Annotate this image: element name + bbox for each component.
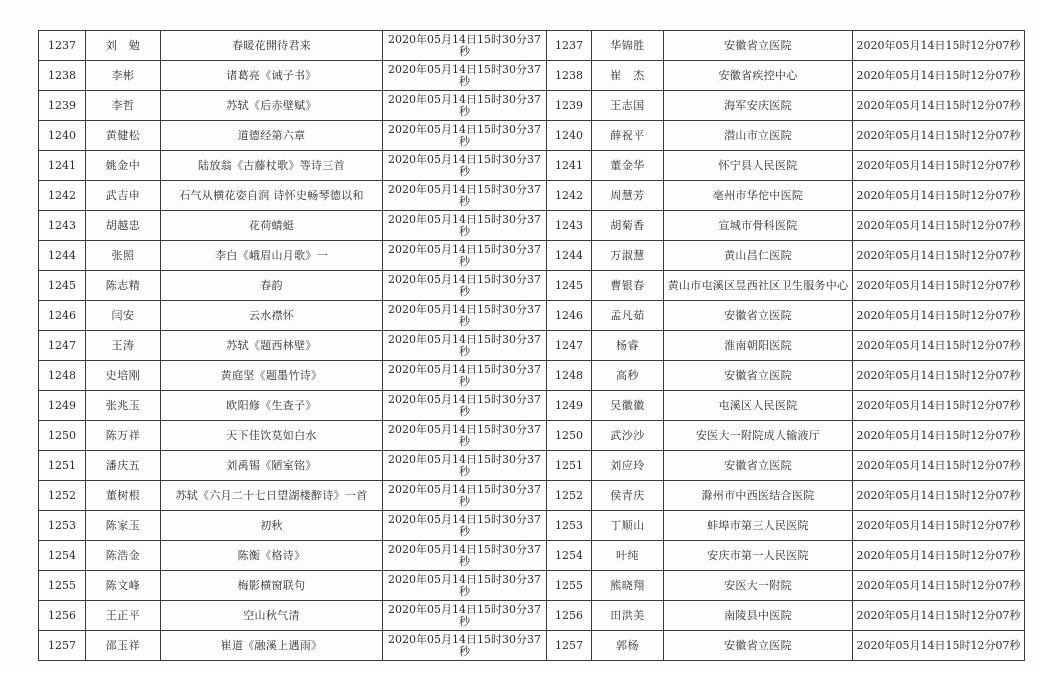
table-row [39, 481, 1025, 511]
table-row [39, 511, 1025, 541]
submission-time: 2020年05月14日15时30分37秒 [383, 271, 547, 301]
entry-number: 1238 [547, 61, 592, 91]
table-row [39, 241, 1025, 271]
submission-time: 2020年05月14日15时30分37秒 [383, 121, 547, 151]
entry-number: 1237 [39, 31, 86, 61]
participant-name: 万淑慧 [592, 241, 664, 271]
entry-number: 1250 [39, 421, 86, 451]
table-row [39, 31, 1025, 61]
submission-time: 2020年05月14日15时12分07秒 [853, 511, 1025, 541]
organization: 滁州市中西医结合医院 [664, 481, 853, 511]
submission-time: 2020年05月14日15时12分07秒 [853, 241, 1025, 271]
submission-time: 2020年05月14日15时12分07秒 [853, 271, 1025, 301]
organization: 蚌埠市第三人民医院 [664, 511, 853, 541]
entry-number: 1256 [39, 601, 86, 631]
entry-number: 1257 [39, 631, 86, 661]
entry-number: 1251 [39, 451, 86, 481]
table-row [39, 181, 1025, 211]
entry-number: 1243 [39, 211, 86, 241]
submission-time: 2020年05月14日15时30分37秒 [383, 241, 547, 271]
submission-time: 2020年05月14日15时30分37秒 [383, 91, 547, 121]
participant-name: 周慧芳 [592, 181, 664, 211]
table-row [39, 301, 1025, 331]
submission-time: 2020年05月14日15时30分37秒 [383, 211, 547, 241]
participant-name: 董树根 [86, 481, 161, 511]
participant-name: 华锦胜 [592, 31, 664, 61]
organization: 亳州市华佗中医院 [664, 181, 853, 211]
table-row [39, 331, 1025, 361]
work-title: 空山秋气清 [161, 601, 383, 631]
entry-number: 1245 [39, 271, 86, 301]
organization: 黄山市屯溪区昱西社区卫生服务中心 [664, 271, 853, 301]
organization: 南陵县中医院 [664, 601, 853, 631]
entry-number: 1248 [547, 361, 592, 391]
submission-time: 2020年05月14日15时12分07秒 [853, 31, 1025, 61]
submission-time: 2020年05月14日15时30分37秒 [383, 61, 547, 91]
table-body [39, 31, 1025, 661]
participant-name: 陈家玉 [86, 511, 161, 541]
entry-number: 1240 [39, 121, 86, 151]
entry-number: 1247 [547, 331, 592, 361]
participant-name: 史培刚 [86, 361, 161, 391]
submission-time: 2020年05月14日15时12分07秒 [853, 421, 1025, 451]
submission-time: 2020年05月14日15时30分37秒 [383, 31, 547, 61]
submission-time: 2020年05月14日15时12分07秒 [853, 451, 1025, 481]
participant-name: 田洪美 [592, 601, 664, 631]
entry-number: 1244 [39, 241, 86, 271]
table-row [39, 61, 1025, 91]
submission-time: 2020年05月14日15时30分37秒 [383, 631, 547, 661]
participant-name: 姚金中 [86, 151, 161, 181]
organization: 屯溪区人民医院 [664, 391, 853, 421]
participant-name: 邵玉祥 [86, 631, 161, 661]
work-title: 苏轼《题西林壁》 [161, 331, 383, 361]
submission-time: 2020年05月14日15时30分37秒 [383, 391, 547, 421]
submission-time: 2020年05月14日15时30分37秒 [383, 331, 547, 361]
entry-number: 1237 [547, 31, 592, 61]
entry-number: 1256 [547, 601, 592, 631]
work-title: 刘禹锡《陋室铭》 [161, 451, 383, 481]
entry-number: 1239 [547, 91, 592, 121]
submission-time: 2020年05月14日15时12分07秒 [853, 91, 1025, 121]
participant-name: 陈文峰 [86, 571, 161, 601]
organization: 安医大一附院成人输液厅 [664, 421, 853, 451]
work-title: 梅影横窗联句 [161, 571, 383, 601]
table-row [39, 151, 1025, 181]
organization: 安徽省立医院 [664, 631, 853, 661]
submission-time: 2020年05月14日15时12分07秒 [853, 331, 1025, 361]
entry-number: 1255 [547, 571, 592, 601]
participant-name: 闫安 [86, 301, 161, 331]
participant-name: 张兆玉 [86, 391, 161, 421]
submission-time: 2020年05月14日15时12分07秒 [853, 391, 1025, 421]
entry-number: 1251 [547, 451, 592, 481]
work-title: 花荷蜻蜓 [161, 211, 383, 241]
submission-time: 2020年05月14日15时12分07秒 [853, 61, 1025, 91]
submission-time: 2020年05月14日15时30分37秒 [383, 541, 547, 571]
submission-time: 2020年05月14日15时12分07秒 [853, 481, 1025, 511]
submission-time: 2020年05月14日15时12分07秒 [853, 571, 1025, 601]
table-row [39, 631, 1025, 661]
entry-number: 1253 [547, 511, 592, 541]
organization: 安徽省立医院 [664, 301, 853, 331]
entry-number: 1238 [39, 61, 86, 91]
entry-number: 1250 [547, 421, 592, 451]
participant-name: 郭杨 [592, 631, 664, 661]
entry-number: 1254 [547, 541, 592, 571]
table-row [39, 571, 1025, 601]
entry-number: 1246 [39, 301, 86, 331]
table-row [39, 541, 1025, 571]
participant-name: 杨睿 [592, 331, 664, 361]
entry-number: 1247 [39, 331, 86, 361]
participant-name: 潘庆五 [86, 451, 161, 481]
participant-name: 黄健松 [86, 121, 161, 151]
entry-number: 1242 [39, 181, 86, 211]
entry-number: 1248 [39, 361, 86, 391]
entry-number: 1243 [547, 211, 592, 241]
work-title: 李白《峨眉山月歌》一 [161, 241, 383, 271]
participant-name: 熊晓翔 [592, 571, 664, 601]
submission-time: 2020年05月14日15时12分07秒 [853, 121, 1025, 151]
organization: 宣城市骨科医院 [664, 211, 853, 241]
table-row [39, 421, 1025, 451]
organization: 安徽省立医院 [664, 361, 853, 391]
work-title: 欧阳修《生查子》 [161, 391, 383, 421]
document-page [38, 30, 1021, 658]
entry-number: 1254 [39, 541, 86, 571]
organization: 海军安庆医院 [664, 91, 853, 121]
work-title: 云水襟怀 [161, 301, 383, 331]
participant-name: 叶纯 [592, 541, 664, 571]
participant-name: 武吉申 [86, 181, 161, 211]
participant-name: 丁顺山 [592, 511, 664, 541]
submission-time: 2020年05月14日15时12分07秒 [853, 151, 1025, 181]
organization: 安庆市第一人民医院 [664, 541, 853, 571]
entry-number: 1246 [547, 301, 592, 331]
submission-time: 2020年05月14日15时30分37秒 [383, 511, 547, 541]
entry-number: 1255 [39, 571, 86, 601]
work-title: 苏轼《六月二十七日望湖楼醉诗》一首 [161, 481, 383, 511]
participant-name: 张照 [86, 241, 161, 271]
table-row [39, 451, 1025, 481]
submission-time: 2020年05月14日15时12分07秒 [853, 601, 1025, 631]
work-title: 春韵 [161, 271, 383, 301]
participant-name: 董金华 [592, 151, 664, 181]
organization: 怀宁县人民医院 [664, 151, 853, 181]
work-title: 道德经第六章 [161, 121, 383, 151]
submission-time: 2020年05月14日15时12分07秒 [853, 631, 1025, 661]
submission-time: 2020年05月14日15时30分37秒 [383, 421, 547, 451]
entry-number: 1239 [39, 91, 86, 121]
participant-name: 孟凡茹 [592, 301, 664, 331]
table-row [39, 271, 1025, 301]
work-title: 初秋 [161, 511, 383, 541]
participant-name: 李哲 [86, 91, 161, 121]
table-row [39, 601, 1025, 631]
work-title: 春暖花開待君来 [161, 31, 383, 61]
participant-name: 曹银春 [592, 271, 664, 301]
submission-time: 2020年05月14日15时30分37秒 [383, 601, 547, 631]
participant-name: 王正平 [86, 601, 161, 631]
participant-name: 王涛 [86, 331, 161, 361]
table-row [39, 391, 1025, 421]
participant-table [38, 30, 1025, 661]
entry-number: 1253 [39, 511, 86, 541]
participant-name: 胡菊香 [592, 211, 664, 241]
organization: 安徽省疾控中心 [664, 61, 853, 91]
work-title: 陈衡《格诗》 [161, 541, 383, 571]
organization: 安徽省立医院 [664, 31, 853, 61]
work-title: 陆放翁《古藤杖歌》等诗三首 [161, 151, 383, 181]
submission-time: 2020年05月14日15时30分37秒 [383, 151, 547, 181]
submission-time: 2020年05月14日15时12分07秒 [853, 211, 1025, 241]
organization: 黄山昌仁医院 [664, 241, 853, 271]
entry-number: 1240 [547, 121, 592, 151]
participant-name: 高秒 [592, 361, 664, 391]
submission-time: 2020年05月14日15时30分37秒 [383, 361, 547, 391]
participant-name: 武沙沙 [592, 421, 664, 451]
submission-time: 2020年05月14日15时30分37秒 [383, 481, 547, 511]
participant-name: 陈万祥 [86, 421, 161, 451]
submission-time: 2020年05月14日15时12分07秒 [853, 301, 1025, 331]
entry-number: 1249 [547, 391, 592, 421]
participant-name: 李彬 [86, 61, 161, 91]
entry-number: 1252 [39, 481, 86, 511]
participant-name: 刘应玲 [592, 451, 664, 481]
participant-name: 王志国 [592, 91, 664, 121]
work-title: 石气从横花姿自润 诗怀史畅琴德以和 [161, 181, 383, 211]
submission-time: 2020年05月14日15时30分37秒 [383, 301, 547, 331]
participant-name: 薛祝平 [592, 121, 664, 151]
participant-name: 侯青庆 [592, 481, 664, 511]
participant-name: 崔 杰 [592, 61, 664, 91]
work-title: 天下佳饮莫如白水 [161, 421, 383, 451]
table-row [39, 121, 1025, 151]
submission-time: 2020年05月14日15时30分37秒 [383, 571, 547, 601]
submission-time: 2020年05月14日15时12分07秒 [853, 541, 1025, 571]
submission-time: 2020年05月14日15时12分07秒 [853, 361, 1025, 391]
entry-number: 1241 [39, 151, 86, 181]
work-title: 诸葛亮《诫子书》 [161, 61, 383, 91]
work-title: 苏轼《后赤壁赋》 [161, 91, 383, 121]
entry-number: 1249 [39, 391, 86, 421]
organization: 淮南朝阳医院 [664, 331, 853, 361]
entry-number: 1242 [547, 181, 592, 211]
table-row [39, 211, 1025, 241]
entry-number: 1245 [547, 271, 592, 301]
participant-name: 刘 勉 [86, 31, 161, 61]
submission-time: 2020年05月14日15时12分07秒 [853, 181, 1025, 211]
table-row [39, 361, 1025, 391]
organization: 安徽省立医院 [664, 451, 853, 481]
entry-number: 1257 [547, 631, 592, 661]
work-title: 黄庭坚《题墨竹诗》 [161, 361, 383, 391]
submission-time: 2020年05月14日15时30分37秒 [383, 451, 547, 481]
organization: 潜山市立医院 [664, 121, 853, 151]
participant-name: 吴徽徽 [592, 391, 664, 421]
organization: 安医大一附院 [664, 571, 853, 601]
work-title: 崔道《融溪上遇雨》 [161, 631, 383, 661]
submission-time: 2020年05月14日15时30分37秒 [383, 181, 547, 211]
entry-number: 1252 [547, 481, 592, 511]
entry-number: 1244 [547, 241, 592, 271]
participant-name: 胡越忠 [86, 211, 161, 241]
participant-name: 陈浩金 [86, 541, 161, 571]
table-row [39, 91, 1025, 121]
entry-number: 1241 [547, 151, 592, 181]
participant-name: 陈志精 [86, 271, 161, 301]
